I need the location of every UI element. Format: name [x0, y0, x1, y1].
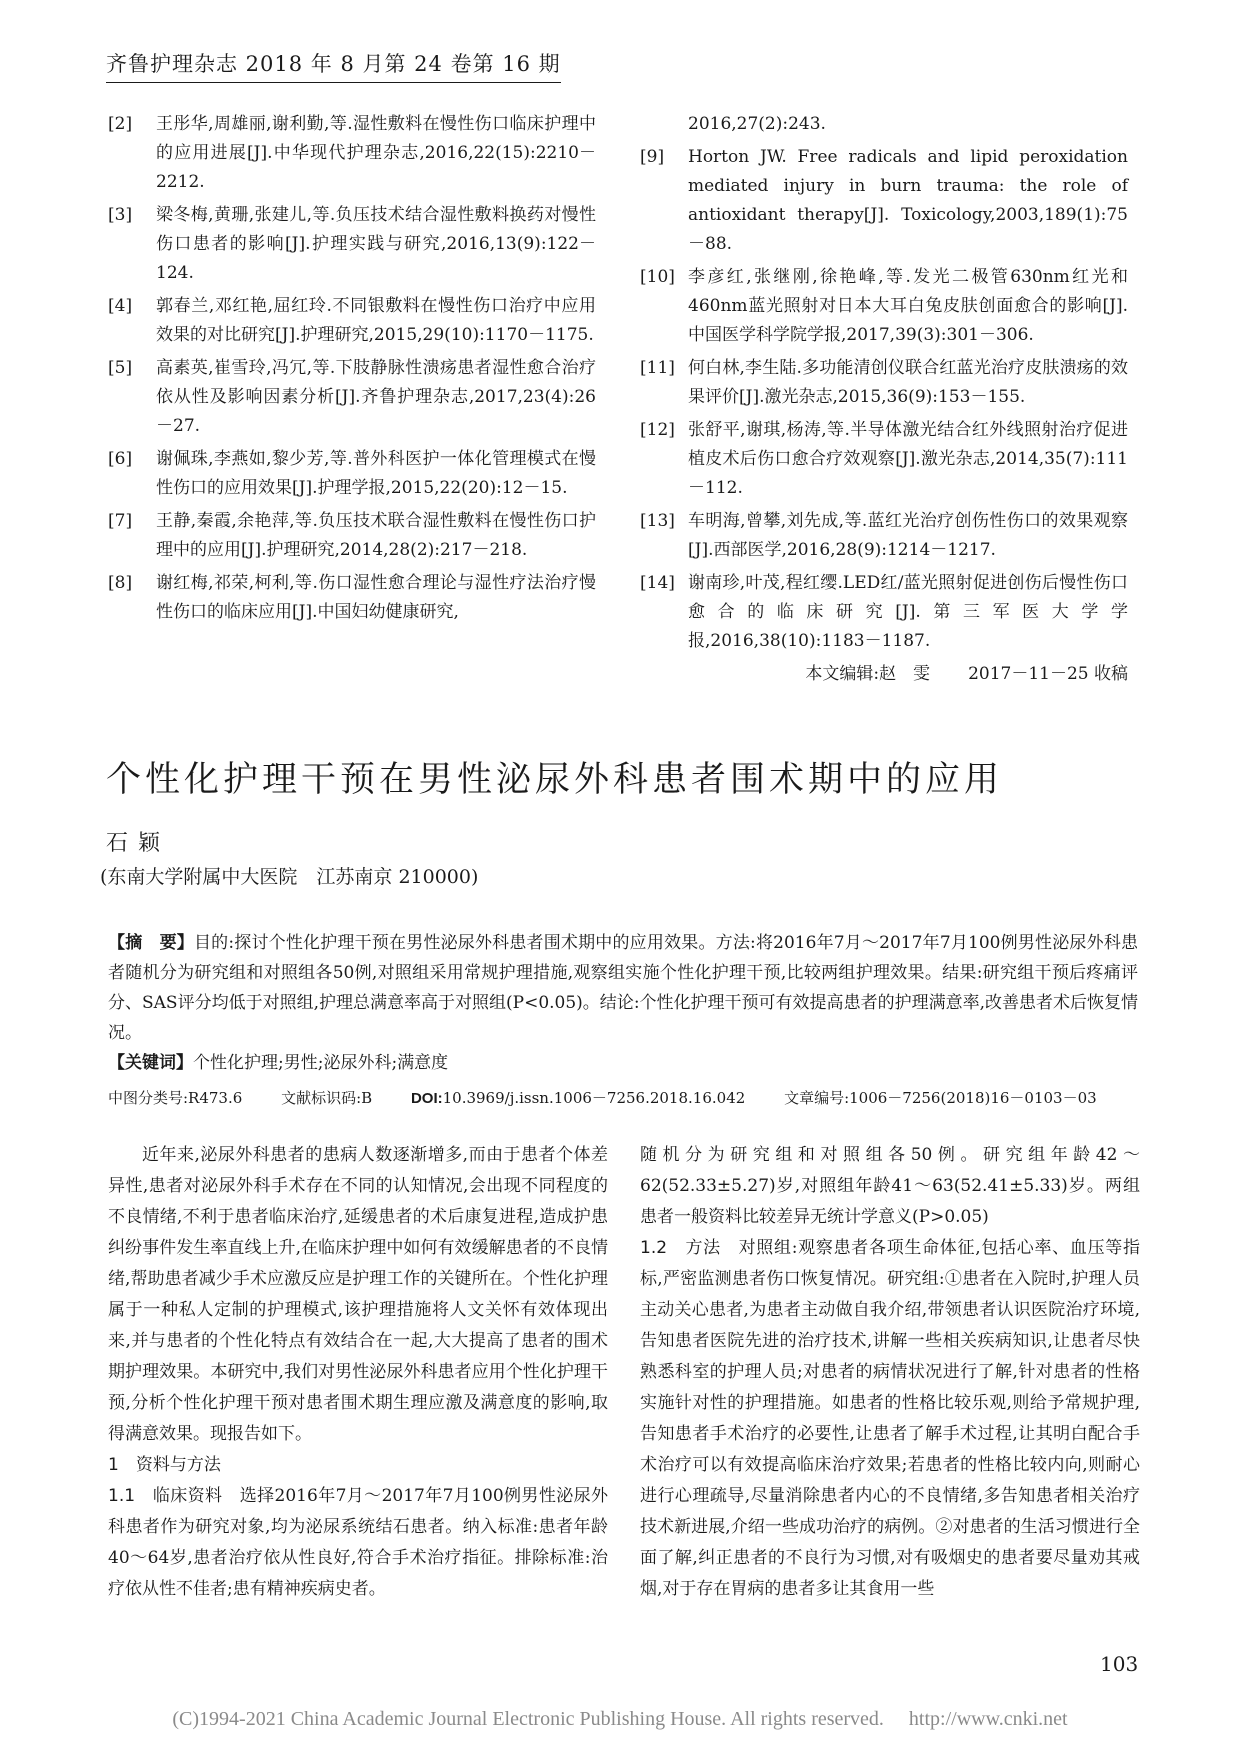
reference-number: [2] [108, 114, 133, 134]
doi-value: 10.3969/j.issn.1006－7256.2018.16.042 [442, 1089, 746, 1107]
subsection-heading: 1.2 方法 [640, 1238, 721, 1258]
section-heading: 1 资料与方法 [108, 1455, 221, 1475]
subsection-text: 对照组:观察患者各项生命体征,包括心率、血压等指标,严密监测患者伤口恢复情况。研究组:①患者在入院时,护理人员主动关心患者,为患者主动做自我介绍,带领患者认识医院治疗环境,告知患者医院先进的治疗技术,讲解一些相关疾病知识,让患者尽快熟悉科室的护理人员;对患者的病情状况进行了解,针对患者的性格实施针对性的护理措施。如患者的性格比较乐观,则给予常规护理,告知患者手术治疗的必要性,让患者了解手术过程,让其明白配合手术治疗可以有效提高临床治疗效果;若患者的性格比较内向,则耐心进行心理疏导,尽量消除患者内心的不良情绪,多告知患者相关治疗技术新进展,介绍一些成功治疗的病例。②对患者的生活习惯进行全面了解,纠正患者的不良行为习惯,对有吸烟史的患者要尽量劝其戒烟,对于存在胃病的患者多让其食用一些 [640, 1238, 1140, 1599]
page-number: 103 [1100, 1652, 1139, 1676]
abstract-label: 【摘 要】 [108, 933, 194, 953]
reference-text: 高素英,崔雪玲,冯冗,等.下肢静脉性溃疡患者湿性愈合治疗依从性及影响因素分析[J].齐鲁护理杂志,2017,23(4):26－27. [156, 358, 596, 436]
reference-item [108, 445, 596, 503]
reference-item [108, 354, 596, 441]
reference-number: [14] [640, 573, 675, 593]
keywords [108, 1048, 1138, 1078]
reference-item [108, 507, 596, 565]
reference-text: 2016,27(2):243. [688, 114, 826, 134]
reference-text: 梁冬梅,黄珊,张建儿,等.负压技术结合湿性敷料换药对慢性伤口患者的影响[J].护理实践与研究,2016,13(9):122－124. [156, 205, 596, 283]
reference-text: Horton JW. Free radicals and lipid peroxidation mediated injury in burn trauma: the role of antioxidant therapy[J]. Toxicology,2003,189(1):75－88. [688, 147, 1128, 254]
reference-item [108, 110, 596, 197]
article-metadata [108, 1087, 1131, 1108]
subsection-heading: 1.1 临床资料 [108, 1486, 223, 1506]
reference-number: [5] [108, 358, 133, 378]
reference-number: [7] [108, 511, 133, 531]
reference-number: [3] [108, 205, 133, 225]
reference-number: [8] [108, 573, 133, 593]
reference-item [108, 569, 596, 627]
subsection-text: 选择2016年7月～2017年7月100例男性泌尿外科患者作为研究对象,均为泌尿系统结石患者。纳入标准:患者年龄40～64岁,患者治疗依从性良好,符合手术治疗指征。排除标准:治疗依从性不佳者;患有精神疾病史者。 [108, 1486, 608, 1599]
copyright-footer: (C)1994-2021 China Academic Journal Electronic Publishing House. All rights reserved. http://www.cnki.net [172, 1708, 1068, 1730]
reference-number: [11] [640, 358, 675, 378]
reference-text: 车明海,曾攀,刘先成,等.蓝红光治疗创伤性伤口的效果观察[J].西部医学,2016,28(9):1214－1217. [688, 511, 1128, 560]
journal-header: 齐鲁护理杂志 2018 年 8 月第 24 卷第 16 期 [106, 48, 561, 83]
body-left-column [108, 1140, 608, 1605]
reference-number: [12] [640, 420, 675, 440]
reference-item [108, 201, 596, 288]
keywords-label: 【关键词】 [108, 1053, 193, 1073]
received-date: 2017－11－25 收稿 [968, 664, 1128, 684]
article-number: 文章编号:1006－7256(2018)16－0103－03 [784, 1089, 1097, 1107]
reference-item [640, 507, 1128, 565]
clc-number: 中图分类号:R473.6 [108, 1089, 243, 1107]
document-code: 文献标识码:B [281, 1089, 373, 1107]
references-left-column [108, 110, 596, 631]
reference-text: 李彦红,张继刚,徐艳峰,等.发光二极管630nm红光和460nm蓝光照射对日本大耳白兔皮肤创面愈合的影响[J].中国医学科学院学报,2017,39(3):301－306. [688, 267, 1128, 345]
reference-text: 郭春兰,邓红艳,屈红玲.不同银敷料在慢性伤口治疗中应用效果的对比研究[J].护理研究,2015,29(10):1170－1175. [156, 296, 596, 345]
reference-text: 谢佩珠,李燕如,黎少芳,等.普外科医护一体化管理模式在慢性伤口的应用效果[J].护理学报,2015,22(20):12－15. [156, 449, 596, 498]
reference-item [640, 354, 1128, 412]
editor-line [640, 660, 1128, 689]
reference-item [640, 263, 1128, 350]
author-name: 石颖 [106, 831, 171, 856]
editor-name: 本文编辑:赵 雯 [805, 664, 931, 684]
reference-item [640, 569, 1128, 656]
reference-text: 王静,秦霞,余艳萍,等.负压技术联合湿性敷料在慢性伤口护理中的应用[J].护理研究,2014,28(2):217－218. [156, 511, 596, 560]
doi-label: DOI: [410, 1090, 443, 1107]
reference-item [108, 292, 596, 350]
reference-number: [13] [640, 511, 675, 531]
subsection-paragraph [108, 1481, 608, 1605]
reference-text: 谢南珍,叶茂,程红缨.LED红/蓝光照射促进创伤后慢性伤口愈合的临床研究[J].第三军医大学学报,2016,38(10):1183－1187. [688, 573, 1128, 651]
reference-number: [4] [108, 296, 133, 316]
body-paragraph: 随机分为研究组和对照组各50例。研究组年龄42～62(52.33±5.27)岁,对照组年龄41～63(52.41±5.33)岁。两组患者一般资料比较差异无统计学意义(P>0.05) [640, 1145, 1140, 1227]
reference-text: 张舒平,谢琪,杨涛,等.半导体激光结合红外线照射治疗促进植皮术后伤口愈合疗效观察[J].激光杂志,2014,35(7):111－112. [688, 420, 1128, 498]
body-right-column [640, 1140, 1140, 1605]
abstract-block [108, 928, 1138, 1078]
reference-number: [6] [108, 449, 133, 469]
reference-item [640, 143, 1128, 259]
abstract [108, 928, 1138, 1048]
subsection-paragraph [640, 1233, 1140, 1605]
abstract-text: 目的:探讨个性化护理干预在男性泌尿外科患者围术期中的应用效果。方法:将2016年7月～2017年7月100例男性泌尿外科患者随机分为研究组和对照组各50例,对照组采用常规护理措施,观察组实施个性化护理干预,比较两组护理效果。结果:研究组干预后疼痛评分、SAS评分均低于对照组,护理总满意率高于对照组(P<0.05)。结论:个性化护理干预可有效提高患者的护理满意率,改善患者术后恢复情况。 [108, 933, 1139, 1043]
references-right-column [640, 110, 1128, 689]
reference-item [640, 416, 1128, 503]
reference-text: 谢红梅,祁荣,柯利,等.伤口湿性愈合理论与湿性疗法治疗慢性伤口的临床应用[J].中国妇幼健康研究, [156, 573, 596, 622]
intro-paragraph: 近年来,泌尿外科患者的患病人数逐渐增多,而由于患者个体差异性,患者对泌尿外科手术存在不同的认知情况,会出现不同程度的不良情绪,不利于患者临床治疗,延缓患者的术后康复进程,造成护患纠纷事件发生率直线上升,在临床护理中如何有效缓解患者的不良情绪,帮助患者减少手术应激反应是护理工作的关键所在。个性化护理属于一种私人定制的护理模式,该护理措施将人文关怀有效体现出来,并与患者的个性化特点有效结合在一起,大大提高了患者的围术期护理效果。本研究中,我们对男性泌尿外科患者应用个性化护理干预,分析个性化护理干预对患者围术期生理应激及满意度的影响,取得满意效果。现报告如下。 [108, 1145, 608, 1444]
reference-continuation [640, 110, 1128, 139]
article-title: 个性化护理干预在男性泌尿外科患者围术期中的应用 [106, 760, 1004, 800]
reference-text: 王彤华,周雄丽,谢利勤,等.湿性敷料在慢性伤口临床护理中的应用进展[J].中华现代护理杂志,2016,22(15):2210－2212. [156, 114, 596, 192]
reference-number: [9] [640, 147, 665, 167]
author-affiliation: (东南大学附属中大医院 江苏南京 210000) [100, 866, 479, 888]
reference-number: [10] [640, 267, 675, 287]
doi [411, 1089, 745, 1107]
reference-text: 何白林,李生陆.多功能清创仪联合红蓝光治疗皮肤溃疡的效果评价[J].激光杂志,2015,36(9):153－155. [688, 358, 1128, 407]
keywords-text: 个性化护理;男性;泌尿外科;满意度 [193, 1053, 449, 1073]
